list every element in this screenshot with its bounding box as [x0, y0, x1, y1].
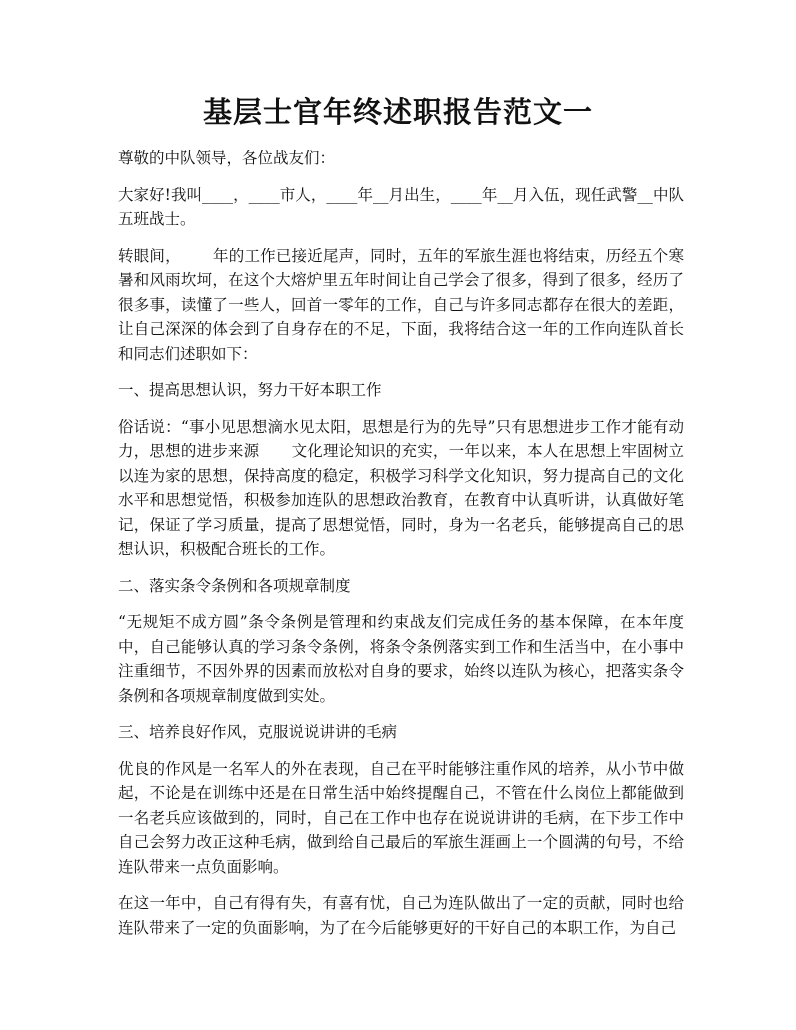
page-title: 基层士官年终述职报告范文一 [202, 95, 593, 129]
greeting: 尊敬的中队领导，各位战友们： [118, 149, 336, 167]
paragraph-year-review-rest: 年的工作已接近尾声，同时，五年的军旅生涯也将结束，历经五个寒暑和风雨坎坷，在这个大熔炉里五年时间让自己学会了很多，得到了很多，经历了很多事，读懂了一些人，回首一零年的工作，自己与许多同志都存在很大的差距，让自己深深的体会到了自身存在的不足，下面，我将结合这一年的工作向连队首长和同志们述职如下： [118, 246, 684, 363]
paragraph-year-review-start: 转眼间， [118, 246, 181, 265]
section-1-paragraph-rest: 文化理论知识的充实，一年以来，本人在思想上牢固树立以连为家的思想，保持高度的稳定，积极学习科学文化知识，努力提高自己的文化水平和思想觉悟，积极参加连队的思想政治教育，在教育中认真听讲，认真做好笔记，保证了学习质量，提高了思想觉悟，同时，身为一名老兵，能够提高自己的思想认识，积极配合班长的工作。 [118, 442, 684, 558]
closing-paragraph: 在这一年中，自己有得有失，有喜有忧，自己为连队做出了一定的贡献，同时也给连队带来了一定的负面影响，为了在今后能够更好的干好自己的本职工作，为自己 [118, 894, 684, 937]
paragraph-year-review [118, 244, 684, 367]
section-heading-2: 二、落实条令条例和各项规章制度 [118, 576, 351, 595]
section-1-paragraph-start: 俗话说：“事小见思想滴水见太阳，思想是行为的先导”只有思想进步工作才能有动力，思想的进步来源 [118, 417, 684, 460]
section-heading-1: 一、提高思想认识，努力干好本职工作 [118, 381, 382, 399]
section-1-paragraph [118, 415, 684, 562]
document-body [118, 146, 684, 952]
section-2-paragraph: “无规矩不成方圆”条令条例是管理和约束战友们完成任务的基本保障，在本年度中，自己能够认真的学习条令条例，将条令条例落实到工作和生活当中，在小事中注重细节，不因外界的因素而放松对自身的要求，始终以连队为核心，把落实条令条例和各项规章制度做到实处。 [118, 613, 684, 705]
section-3-paragraph: 优良的作风是一名军人的外在表现，自己在平时能够注重作风的培养，从小节中做起，不论是在训练中还是在日常生活中始终提醒自己，不管在什么岗位上都能做到一名老兵应该做到的，同时，自己在工作中也存在说说讲讲的毛病，在下步工作中自己会努力改正这种毛病，做到给自己最后的军旅生涯画上一个圆满的句号，不给连队带来一点负面影响。 [118, 759, 684, 876]
intro-paragraph: 大家好!我叫____，____市人，____年__月出生，____年__月入伍，现任武警__中队五班战士。 [118, 185, 684, 228]
section-heading-3: 三、培养良好作风，克服说说讲讲的毛病 [118, 723, 398, 741]
